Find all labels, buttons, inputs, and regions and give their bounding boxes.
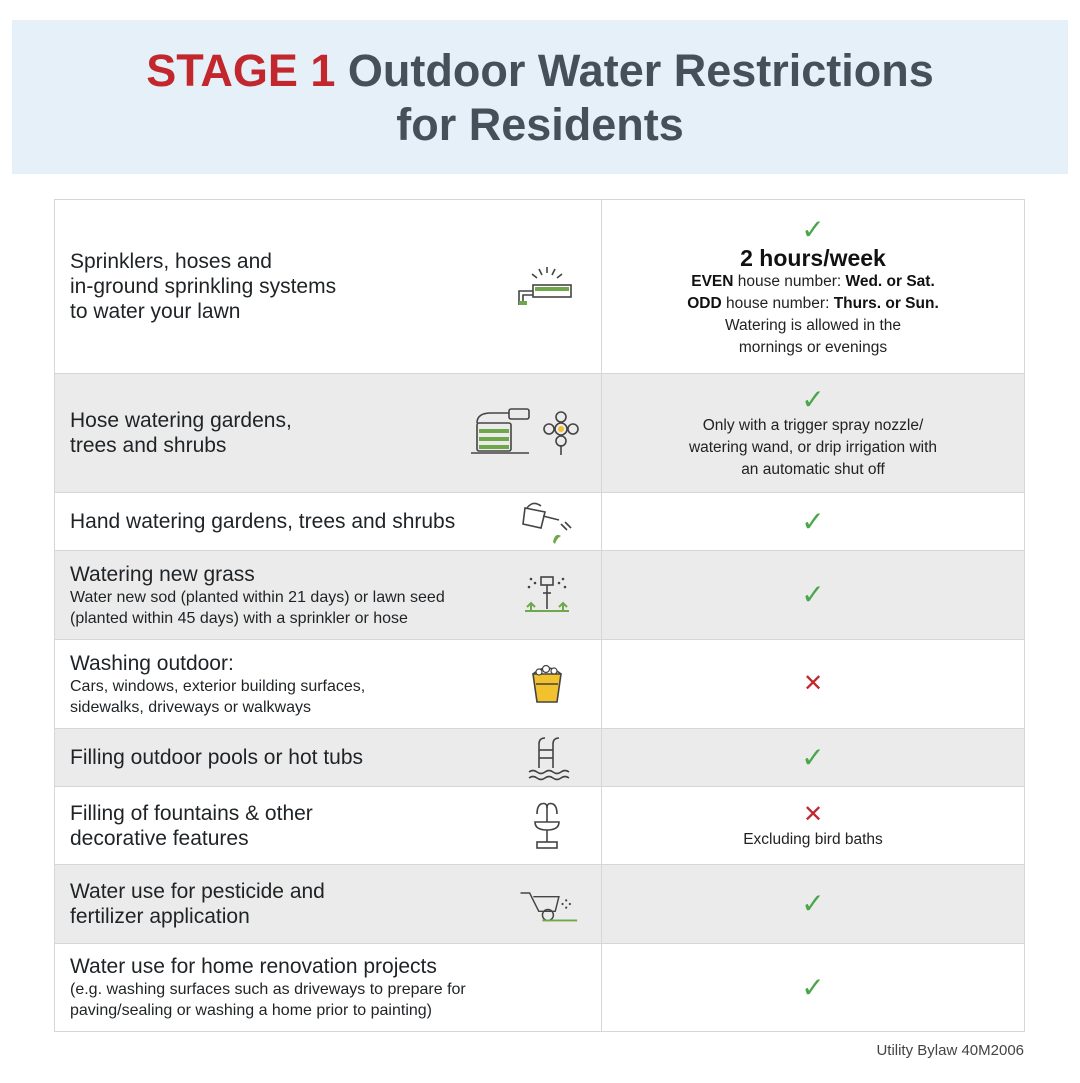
activity-title: Washing outdoor: (70, 651, 234, 675)
status-note: Excluding bird baths (743, 830, 883, 848)
activity-detail: Water new sod (planted within 21 days) or lawn seed (70, 588, 445, 606)
status-cell (602, 865, 1025, 944)
activity-cell (55, 787, 602, 865)
activity-title: fertilizer application (70, 905, 250, 928)
fountain-icon (515, 802, 579, 850)
wheelbarrow-icon (515, 880, 579, 928)
activity-detail: (e.g. washing surfaces such as driveways to prepare for (70, 981, 466, 998)
activity-title: Filling outdoor pools or hot tubs (70, 746, 364, 769)
status-note: Watering is allowed in the (724, 316, 902, 334)
cross-icon: ✕ (802, 800, 824, 828)
activity-title: Filling of fountains & other (70, 801, 313, 825)
activity-cell (55, 551, 602, 640)
table-row (55, 729, 1025, 787)
activity-title: Hand watering gardens, trees and shrubs (70, 510, 456, 533)
page-title (12, 44, 1068, 152)
activity-cell (55, 200, 602, 374)
table-row (55, 551, 1025, 640)
activity-title: Hose watering gardens, (70, 409, 292, 432)
status-cell (602, 729, 1025, 787)
hose-reel-icon (471, 409, 581, 457)
sprinkler-icon (515, 263, 579, 311)
activity-title: decorative features (70, 826, 249, 850)
bucket-icon (515, 660, 579, 708)
check-icon: ✓ (801, 384, 825, 415)
check-icon: ✓ (801, 971, 825, 1003)
status-note: mornings or evenings (738, 338, 888, 356)
status-note: watering wand, or drip irrigation with (688, 439, 938, 456)
activity-detail: sidewalks, driveways or walkways (70, 698, 311, 716)
activity-cell (55, 374, 602, 493)
activity-detail: Cars, windows, exterior building surfaces, (70, 677, 366, 695)
check-icon: ✓ (801, 505, 825, 537)
status-cell (602, 200, 1025, 374)
status-note: an automatic shut off (741, 461, 885, 478)
status-cell (602, 551, 1025, 640)
title-line2: for Residents (396, 99, 684, 150)
table-row (55, 493, 1025, 551)
status-note: Only with a trigger spray nozzle/ (702, 417, 924, 434)
lawn-sprinkler-icon (515, 571, 579, 619)
activity-cell (55, 865, 602, 944)
even-rule: EVEN house number: Wed. or Sat. (691, 272, 935, 290)
status-cell (602, 640, 1025, 729)
activity-cell (55, 729, 602, 787)
table-row (55, 787, 1025, 865)
status-cell (602, 374, 1025, 493)
check-icon: ✓ (801, 213, 825, 245)
activity-cell (55, 493, 602, 551)
activity-detail: (planted within 45 days) with a sprinkler or hose (70, 609, 408, 627)
status-cell (602, 787, 1025, 865)
watering-can-icon (515, 498, 579, 546)
bylaw-reference: Utility Bylaw 40M2006 (876, 1042, 1024, 1059)
status-cell (602, 944, 1025, 1032)
check-icon: ✓ (801, 888, 825, 919)
activity-title: Sprinklers, hoses and (70, 250, 272, 273)
cross-icon: ✕ (802, 670, 824, 697)
activity-title: Watering new grass (70, 562, 255, 586)
check-icon: ✓ (801, 579, 825, 610)
activity-cell (55, 640, 602, 729)
activity-title: trees and shrubs (70, 434, 227, 457)
table-row (55, 640, 1025, 729)
check-icon: ✓ (801, 741, 825, 773)
activity-title: to water your lawn (70, 300, 241, 323)
pool-ladder-icon (515, 734, 579, 782)
activity-detail: paving/sealing or washing a home prior to painting) (70, 1002, 432, 1019)
table-row (55, 865, 1025, 944)
table-row (55, 944, 1025, 1032)
stage-label: STAGE 1 (146, 45, 336, 96)
odd-rule: ODD house number: Thurs. or Sun. (687, 294, 939, 312)
restrictions-table (54, 199, 1025, 1032)
activity-title: Water use for home renovation projects (70, 955, 437, 978)
activity-title: in-ground sprinkling systems (70, 275, 337, 298)
title-text: Outdoor Water Restrictions (347, 45, 934, 96)
hours-limit: 2 hours/week (740, 244, 886, 271)
activity-title: Water use for pesticide and (70, 880, 325, 903)
table-row (55, 200, 1025, 374)
activity-cell (55, 944, 602, 1032)
table-row (55, 374, 1025, 493)
status-cell (602, 493, 1025, 551)
